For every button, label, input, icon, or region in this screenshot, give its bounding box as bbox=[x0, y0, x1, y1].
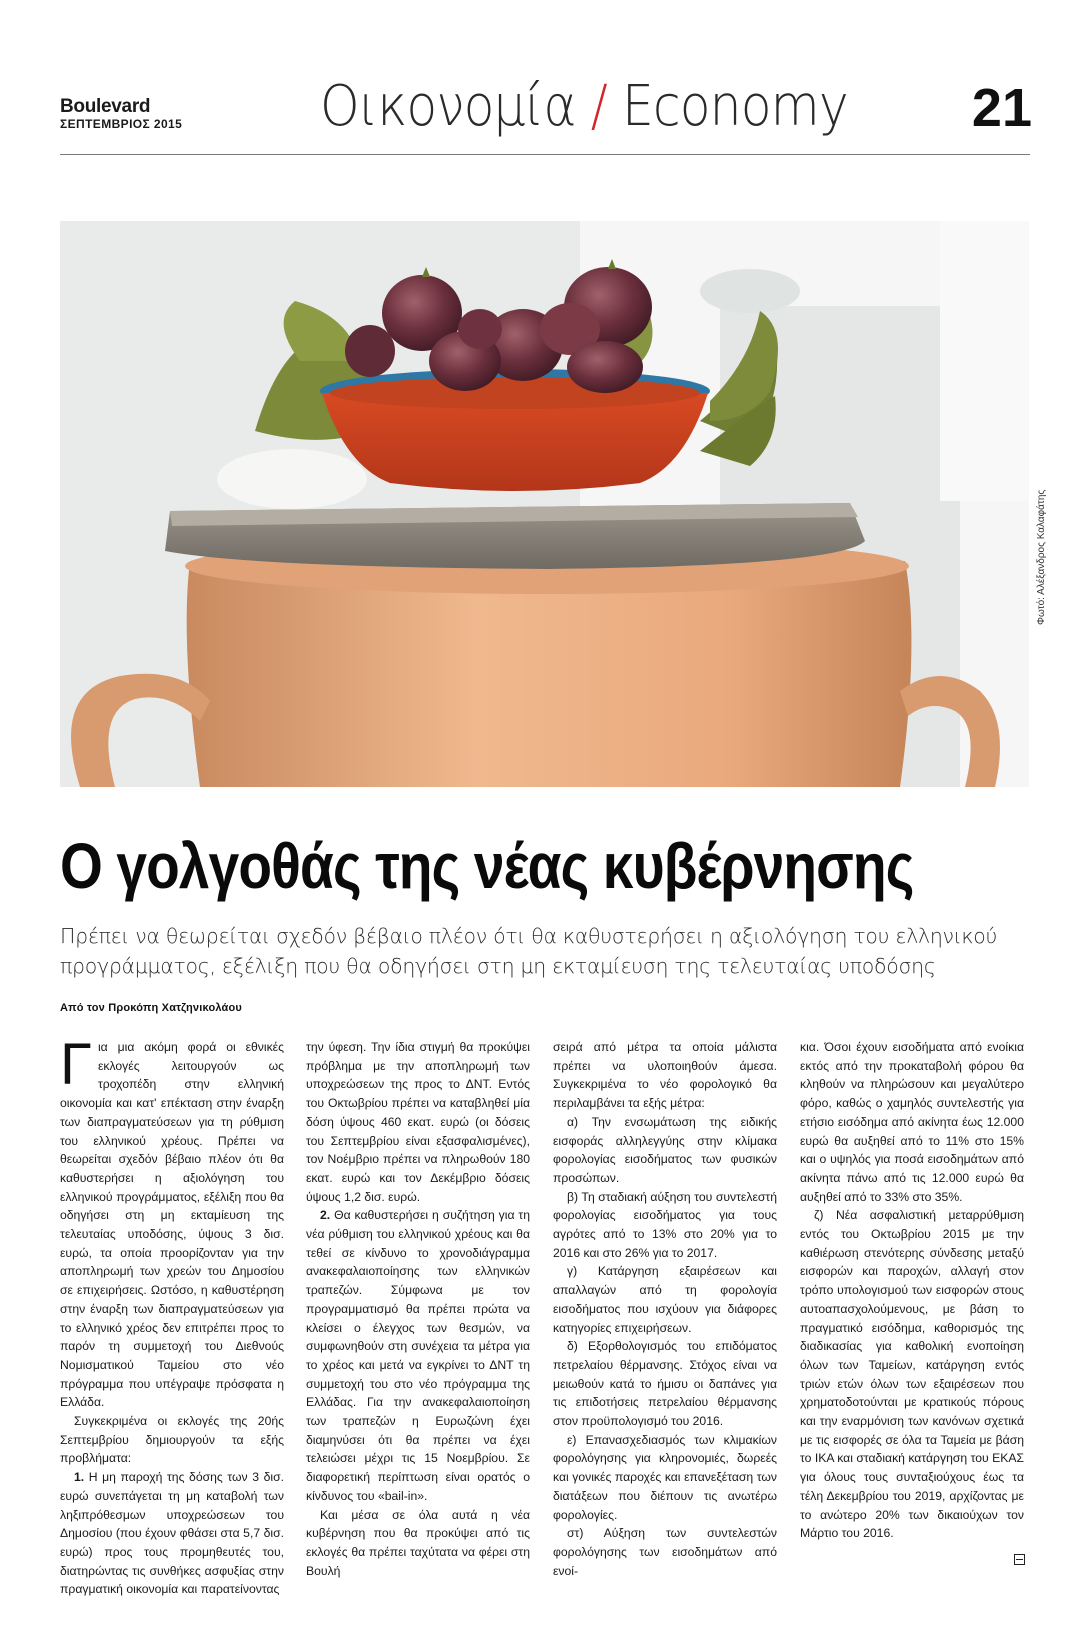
section-title bbox=[320, 74, 848, 140]
paragraph: β) Τη σταδιακή αύξηση του συντελεστή φορολογίας εισοδήματος για τους αγρότες από το 13% στο 20% για το 2016 και στο 26% για το 2017. bbox=[553, 1189, 777, 1260]
paragraph: κια. Όσοι έχουν εισοδήματα από ενοίκια εκτός από την προκαταβολή φόρου θα κληθούν να πληρώσουν και μεγαλύτερο φόρο, καθώς ο χαμηλός συντελεστής για ετήσιο εισόδημα από ακίνητα έως 12.000 ευρώ θα αυξηθεί από το 11% στο 15% και ο υψηλός για ποσά εισοδημάτων από ακίνητα πάνω από τις 12.000 ευρώ θα αυξηθεί από το 33% στο 35%. bbox=[800, 1040, 1024, 1204]
masthead bbox=[0, 0, 1080, 160]
paragraph: Και μέσα σε όλα αυτά η νέα κυβέρνηση που θα προκύψει από τις εκλογές θα πρέπει ταχύτατα να φέρει στη Βουλή bbox=[306, 1507, 530, 1578]
article-byline: Από τον Προκόπη Χατζηνικολάου bbox=[60, 1002, 243, 1014]
article-subtitle: Πρέπει να θεωρείται σχεδόν βέβαιο πλέον ότι θα καθυστερήσει η αξιολόγηση του ελληνικού προγράμματος, εξέλιξη που θα οδηγήσει στη μη εκταμίευση της τελευταίας υποδόσης bbox=[60, 924, 998, 978]
section-separator: / bbox=[590, 74, 607, 139]
paragraph-text: Θα καθυστερήσει η συζήτηση για τη νέα ρύθμιση του ελληνικού χρέους και θα τεθεί σε κίνδυνο το χρονοδιάγραμμα ανακεφαλαιοποίησης των ελληνικών τραπεζών. Σύμφωνα με τον προγραμματισμό θα πρέπει πρώτα να κλείσει ο έλεγχος των θεσμών, να συμφωνηθούν στη συνέχεια τα μέτρα για το χρέος και μετά να εγκρίνει το ΔΝΤ τη συμμετοχή του στο νέο πρόγραμμα της Ελλάδας. Για την ανακεφαλαιοποίηση των τραπεζών η Ευρωζώνη έχει διαμηνύσει ότι θα πρέπει να έχει τελειώσει μέχρι τις 15 Νοεμβρίου. Σε διαφορετική περίπτωση είναι ορατός ο κίνδυνος του «bail-in». bbox=[306, 1208, 530, 1503]
paragraph: ε) Επανασχεδιασμός των κλιμακίων φορολόγησης για κληρονομιές, δωρεές και γονικές παροχές και επανεξέταση των διατάξεων που διέπουν τις ανωτέρω φορολογίες. bbox=[553, 1432, 777, 1522]
list-number: 2. bbox=[320, 1208, 331, 1223]
section-title-english: Economy bbox=[621, 74, 848, 139]
paragraph bbox=[60, 1032, 284, 1412]
article-column-4 bbox=[800, 1038, 1024, 1543]
paragraph: σειρά από μέτρα τα οποία μάλιστα πρέπει να υλοποιηθούν άμεσα. Συγκεκριμένα το νέο φορολογικό θα περιλαμβάνει τα εξής μέτρα: bbox=[553, 1040, 777, 1111]
page-number: 21 bbox=[971, 78, 1032, 138]
brand-logo: Boulevard bbox=[60, 96, 151, 117]
article-column-3 bbox=[553, 1038, 777, 1580]
article-column-1 bbox=[60, 1032, 284, 1599]
paragraph bbox=[60, 1468, 284, 1599]
paragraph-text: Η μη παροχή της δόσης των 3 δισ. ευρώ συνεπάγεται τη μη καταβολή των ληξιπρόθεσμων υποχρεώσεων του Δημοσίου (που έχουν φθάσει στα 5,7 δισ. ευρώ) προς τους προμηθευτές του, διατηρώντας τις συνθήκες ασφυξίας στην πραγματική οικονομία και παρατείνοντας bbox=[60, 1470, 284, 1597]
paragraph: την ύφεση. Την ίδια στιγμή θα προκύψει πρόβλημα με την αποπληρωμή των υποχρεώσεων της προς το ΔΝΤ. Εντός του Οκτωβρίου πρέπει να καταβληθεί μία δόση ύψους 460 εκατ. ευρώ (οι δόσεις του Σεπτεμβρίου είναι εξασφαλισμένες), τον Νοέμβριο πρέπει να πληρωθούν 180 εκατ. ευρώ και τον Δεκέμβριο δόσεις ύψους 1,2 δισ. ευρώ. bbox=[306, 1040, 530, 1204]
paragraph: ζ) Νέα ασφαλιστική μεταρρύθμιση εντός του Οκτωβρίου 2015 με την καθιέρωση στενότερης σύνδεσης μεταξύ εισφορών και παροχών, αλλαγή στον τρόπο υπολογισμού των εισφορών στους αυτοαπασχολούμενους, με βάση το πραγματικό εισόδημα, καθορισμός της διαδικασίας για καθολική ενοποίηση όλων των Ταμείων, κατάργηση εντός τριών ετών όλων των εξαιρέσεων που χρηματοδοτούνται με κρατικούς πόρους και την εναρμόνιση των κανόνων σχετικά με τις εισφορές σε όλα τα Ταμεία με βάση το ΙΚΑ και σταδιακή κατάργηση του ΕΚΑΣ για όλους τους συνταξιούχους έως τα τέλη Δεκεμβρίου του 2019, αρχίζοντας με το ανώτερο 20% των δικαιούχων τον Μάρτιο του 2016. bbox=[800, 1208, 1024, 1541]
paragraph: στ) Αύξηση των συντελεστών φορολόγησης των εισοδημάτων από ενοί- bbox=[553, 1526, 777, 1578]
figs-bowl-illustration bbox=[60, 221, 1029, 787]
paragraph: γ) Κατάργηση εξαιρέσεων και απαλλαγών από τη φορολογία εισοδήματος που ισχύουν για διάφορες κατηγορίες επιχειρήσεων. bbox=[553, 1264, 777, 1335]
article-headline: Ο γολγοθάς της νέας κυβέρνησης bbox=[60, 830, 914, 902]
list-number: 1. bbox=[74, 1470, 85, 1485]
paragraph bbox=[306, 1206, 530, 1505]
issue-date: ΣΕΠΤΕΜΒΡΙΟΣ 2015 bbox=[60, 117, 183, 131]
paragraph-text: ια μια ακόμη φορά οι εθνικές εκλογές λειτουργούν ως τροχοπέδη στην ελληνική οικονομία και κατ' επέκταση στην έναρξη των διαπραγματεύσεων για τη ρύθμιση του ελληνικού χρέους. Πρέπει να θεωρείται σχεδόν βέβαιο πλέον ότι θα καθυστερήσει η αξιολόγηση του ελληνικού προγράμματος, εξέλιξη που θα οδηγήσει στη μη εκταμίευση της τελευταίας υποδόσης, ύψους 3 δισ. ευρώ, τα οποία προορίζονταν για την αποπληρωμή των χρεών του Δημοσίου σε επιχειρήσεις. Ωστόσο, η καθυστέρηση στην έναρξη των διαπραγματεύσεων για το ελληνικό χρέος δεν επιτρέπει προς το παρόν τη συμμετοχή του Διεθνούς Νομισματικού Ταμείου στο νέο πρόγραμμα που υπέγραψε πρόσφατα η Ελλάδα. bbox=[60, 1040, 284, 1410]
drop-cap: Γ bbox=[60, 1032, 92, 1097]
lead-photo bbox=[60, 221, 1029, 787]
paragraph: Συγκεκριμένα οι εκλογές της 20ής Σεπτεμβρίου δημιουργούν τα εξής προβλήματα: bbox=[60, 1414, 284, 1466]
paragraph: α) Την ενσωμάτωση της ειδικής εισφοράς αλληλεγγύης στην κλίμακα φορολογίας εισοδήματος των φυσικών προσώπων. bbox=[553, 1114, 777, 1185]
paragraph: δ) Εξορθολογισμός του επιδόματος πετρελαίου θέρμανσης. Στόχος είναι να μειωθούν κατά το ήμισυ οι δαπάνες για τις επιδοτήσεις πετρελαίου θέρμανσης στον προϋπολογισμό του 2016. bbox=[553, 1339, 777, 1429]
photo-credit: Φωτό: Αλέξανδρος Καλαφάτης bbox=[1036, 489, 1047, 625]
section-title-greek: Οικονομία bbox=[320, 74, 576, 139]
header-divider bbox=[60, 154, 1030, 155]
article-column-2 bbox=[306, 1038, 530, 1580]
end-of-article-icon bbox=[1014, 1554, 1025, 1565]
